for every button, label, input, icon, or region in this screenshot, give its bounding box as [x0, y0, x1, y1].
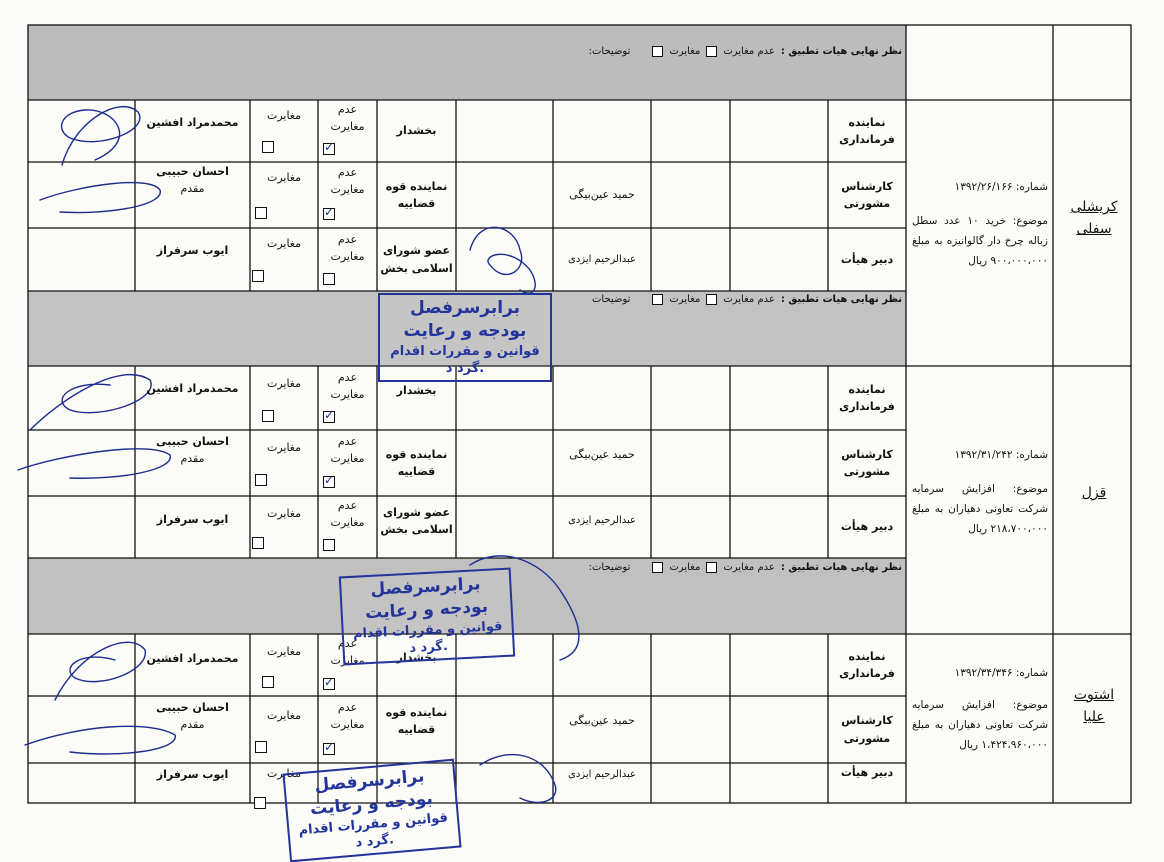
- member-name: احسان حبیبی مقدم: [156, 701, 229, 731]
- member-name: عبدالرحیم ایزدی: [568, 515, 636, 527]
- conformity-label: مغایرت: [669, 294, 701, 305]
- member-name: ایوب سرفراز: [156, 243, 229, 257]
- non-conformity-checkbox[interactable]: [323, 539, 335, 551]
- resolution-number: شماره: ۱۳۹۲/۲۶/۱۶۶: [954, 181, 1048, 193]
- final-opinion-label: نظر نهایی هیات تطبیق :: [780, 294, 902, 305]
- non-conformity-checkbox[interactable]: [706, 46, 717, 57]
- resolution-subject: موضوع: افزایش سرمایه شرکت تعاونی دهیاران به مبلغ ۱،۴۲۴،۹۶۰،۰۰۰ ریال: [912, 698, 1048, 751]
- conformity-checkbox[interactable]: [652, 294, 663, 305]
- non-conformity-label: عدم مغایرت: [330, 435, 365, 465]
- non-conformity-checkbox[interactable]: [323, 743, 335, 755]
- conformity-checkbox[interactable]: [652, 46, 663, 57]
- conformity-checkbox[interactable]: [255, 474, 267, 486]
- non-conformity-label: عدم مغایرت: [330, 701, 365, 731]
- conformity-checkbox[interactable]: [252, 270, 264, 282]
- member-name: محمدمراد افشین: [146, 381, 239, 395]
- member-name: ایوب سرفراز: [156, 513, 229, 527]
- conformity-checkbox[interactable]: [254, 797, 266, 809]
- non-conformity-checkbox[interactable]: [323, 411, 335, 423]
- conformity-label: مغایرت: [669, 562, 701, 573]
- non-conformity-checkbox[interactable]: [323, 273, 335, 285]
- conformity-label: مغایرت: [669, 46, 701, 57]
- role-label: دبیر هیأت: [840, 766, 894, 780]
- conformity-checkbox[interactable]: [252, 537, 264, 549]
- member-name: احسان حبیبی مقدم: [156, 165, 229, 195]
- resolution-number: شماره: ۱۳۹۲/۳۱/۲۴۲: [954, 449, 1048, 461]
- explanations-label: توضیحات:: [588, 46, 631, 57]
- non-conformity-label: عدم مغایرت: [330, 166, 365, 196]
- resolution-details: [912, 664, 1048, 756]
- role-label: نماینده قوه قضاییه: [385, 705, 448, 736]
- role-label: کارشناس مشورتی: [841, 447, 893, 478]
- non-conformity-label: عدم مغایرت: [330, 103, 365, 133]
- conformity-checkbox[interactable]: [262, 676, 274, 688]
- role-label: بخشدار: [396, 384, 437, 398]
- role-label: بخشدار: [396, 124, 437, 138]
- role-label: نماینده فرمانداری: [839, 115, 895, 146]
- member-name: عبدالرحیم ایزدی: [568, 769, 636, 781]
- non-conformity-label: عدم مغایرت: [723, 294, 775, 305]
- final-opinion-label: نظر نهایی هیات تطبیق :: [780, 46, 902, 57]
- role-label: دبیر هیأت: [840, 252, 894, 266]
- final-opinion-row-2: [592, 294, 902, 305]
- non-conformity-checkbox[interactable]: [706, 562, 717, 573]
- village-name: اشتوت علیا: [1073, 687, 1115, 726]
- non-conformity-checkbox[interactable]: [706, 294, 717, 305]
- member-name: احسان حبیبی مقدم: [156, 435, 229, 465]
- conformity-label: مغایرت: [266, 171, 302, 184]
- role-label: عضو شورای اسلامی بخش: [380, 505, 453, 536]
- member-name: محمدمراد افشین: [146, 115, 239, 129]
- conformity-label: مغایرت: [266, 507, 302, 520]
- conformity-label: مغایرت: [266, 645, 302, 658]
- approval-stamp: برابرسرفصل بودجه و رعایت قوانین و مقررات اقدام گرد د.: [282, 759, 461, 862]
- non-conformity-label: عدم مغایرت: [330, 637, 365, 667]
- non-conformity-label: عدم مغایرت: [723, 562, 775, 573]
- final-opinion-row-1: [589, 46, 902, 57]
- final-opinion-label: نظر نهایی هیات تطبیق :: [780, 562, 902, 573]
- member-name: حمید عین‌بیگی: [569, 448, 635, 462]
- approval-stamp: برابرسرفصل بودجه و رعایت قوانین و مقررات اقدام گرد د.: [378, 293, 552, 382]
- role-label: نماینده فرمانداری: [839, 649, 895, 680]
- approval-stamp: برابرسرفصل بودجه و رعایت قوانین و مقررات اقدام گرد د.: [339, 568, 515, 666]
- village-name: کریشلی سفلی: [1070, 199, 1118, 238]
- non-conformity-checkbox[interactable]: [323, 208, 335, 220]
- non-conformity-label: عدم مغایرت: [723, 46, 775, 57]
- explanations-label: توضیحات: [592, 294, 631, 305]
- non-conformity-label: عدم مغایرت: [330, 371, 365, 401]
- non-conformity-checkbox[interactable]: [323, 143, 335, 155]
- member-name: حمید عین‌بیگی: [569, 188, 635, 202]
- conformity-label: مغایرت: [266, 237, 302, 250]
- member-name: حمید عین‌بیگی: [569, 714, 635, 728]
- non-conformity-checkbox[interactable]: [323, 678, 335, 690]
- conformity-label: مغایرت: [266, 709, 302, 722]
- member-name: محمدمراد افشین: [146, 652, 239, 666]
- resolution-subject: موضوع: خرید ۱۰ عدد سطل زباله چرخ دار گالوانیزه به مبلغ ۹۰۰،۰۰۰،۰۰۰ ریال: [912, 214, 1048, 267]
- village-name: قزل: [1081, 485, 1107, 501]
- non-conformity-label: عدم مغایرت: [330, 233, 365, 263]
- role-label: بخشدار: [396, 651, 437, 665]
- role-label: کارشناس مشورتی: [841, 179, 893, 210]
- role-label: نماینده فرمانداری: [839, 382, 895, 413]
- conformity-label: مغایرت: [266, 767, 302, 780]
- conformity-checkbox[interactable]: [652, 562, 663, 573]
- resolution-number: شماره: ۱۳۹۲/۳۴/۳۴۶: [954, 667, 1048, 679]
- role-label: نماینده قوه قضاییه: [385, 447, 448, 478]
- role-label: دبیر هیأت: [840, 520, 894, 534]
- role-label: عضو شورای اسلامی بخش: [380, 244, 453, 275]
- final-opinion-row-3: [589, 562, 902, 573]
- member-name: ایوب سرفراز: [156, 768, 229, 782]
- conformity-checkbox[interactable]: [255, 207, 267, 219]
- resolution-details: [912, 446, 1048, 540]
- conformity-label: مغایرت: [266, 109, 302, 122]
- resolution-details: [912, 178, 1048, 272]
- role-label: کارشناس مشورتی: [841, 714, 893, 745]
- conformity-label: مغایرت: [266, 441, 302, 454]
- conformity-checkbox[interactable]: [255, 741, 267, 753]
- conformity-checkbox[interactable]: [262, 410, 274, 422]
- resolution-subject: موضوع: افزایش سرمایه شرکت تعاونی دهیاران به مبلغ ۲۱۸،۷۰۰،۰۰۰ ریال: [912, 482, 1048, 535]
- conformity-checkbox[interactable]: [262, 141, 274, 153]
- role-label: نماینده قوه قضاییه: [385, 179, 448, 210]
- conformity-label: مغایرت: [266, 377, 302, 390]
- non-conformity-checkbox[interactable]: [323, 476, 335, 488]
- member-name: عبدالرحیم ایزدی: [568, 253, 636, 265]
- explanations-label: توضیحات:: [588, 562, 631, 573]
- non-conformity-label: عدم مغایرت: [330, 499, 365, 529]
